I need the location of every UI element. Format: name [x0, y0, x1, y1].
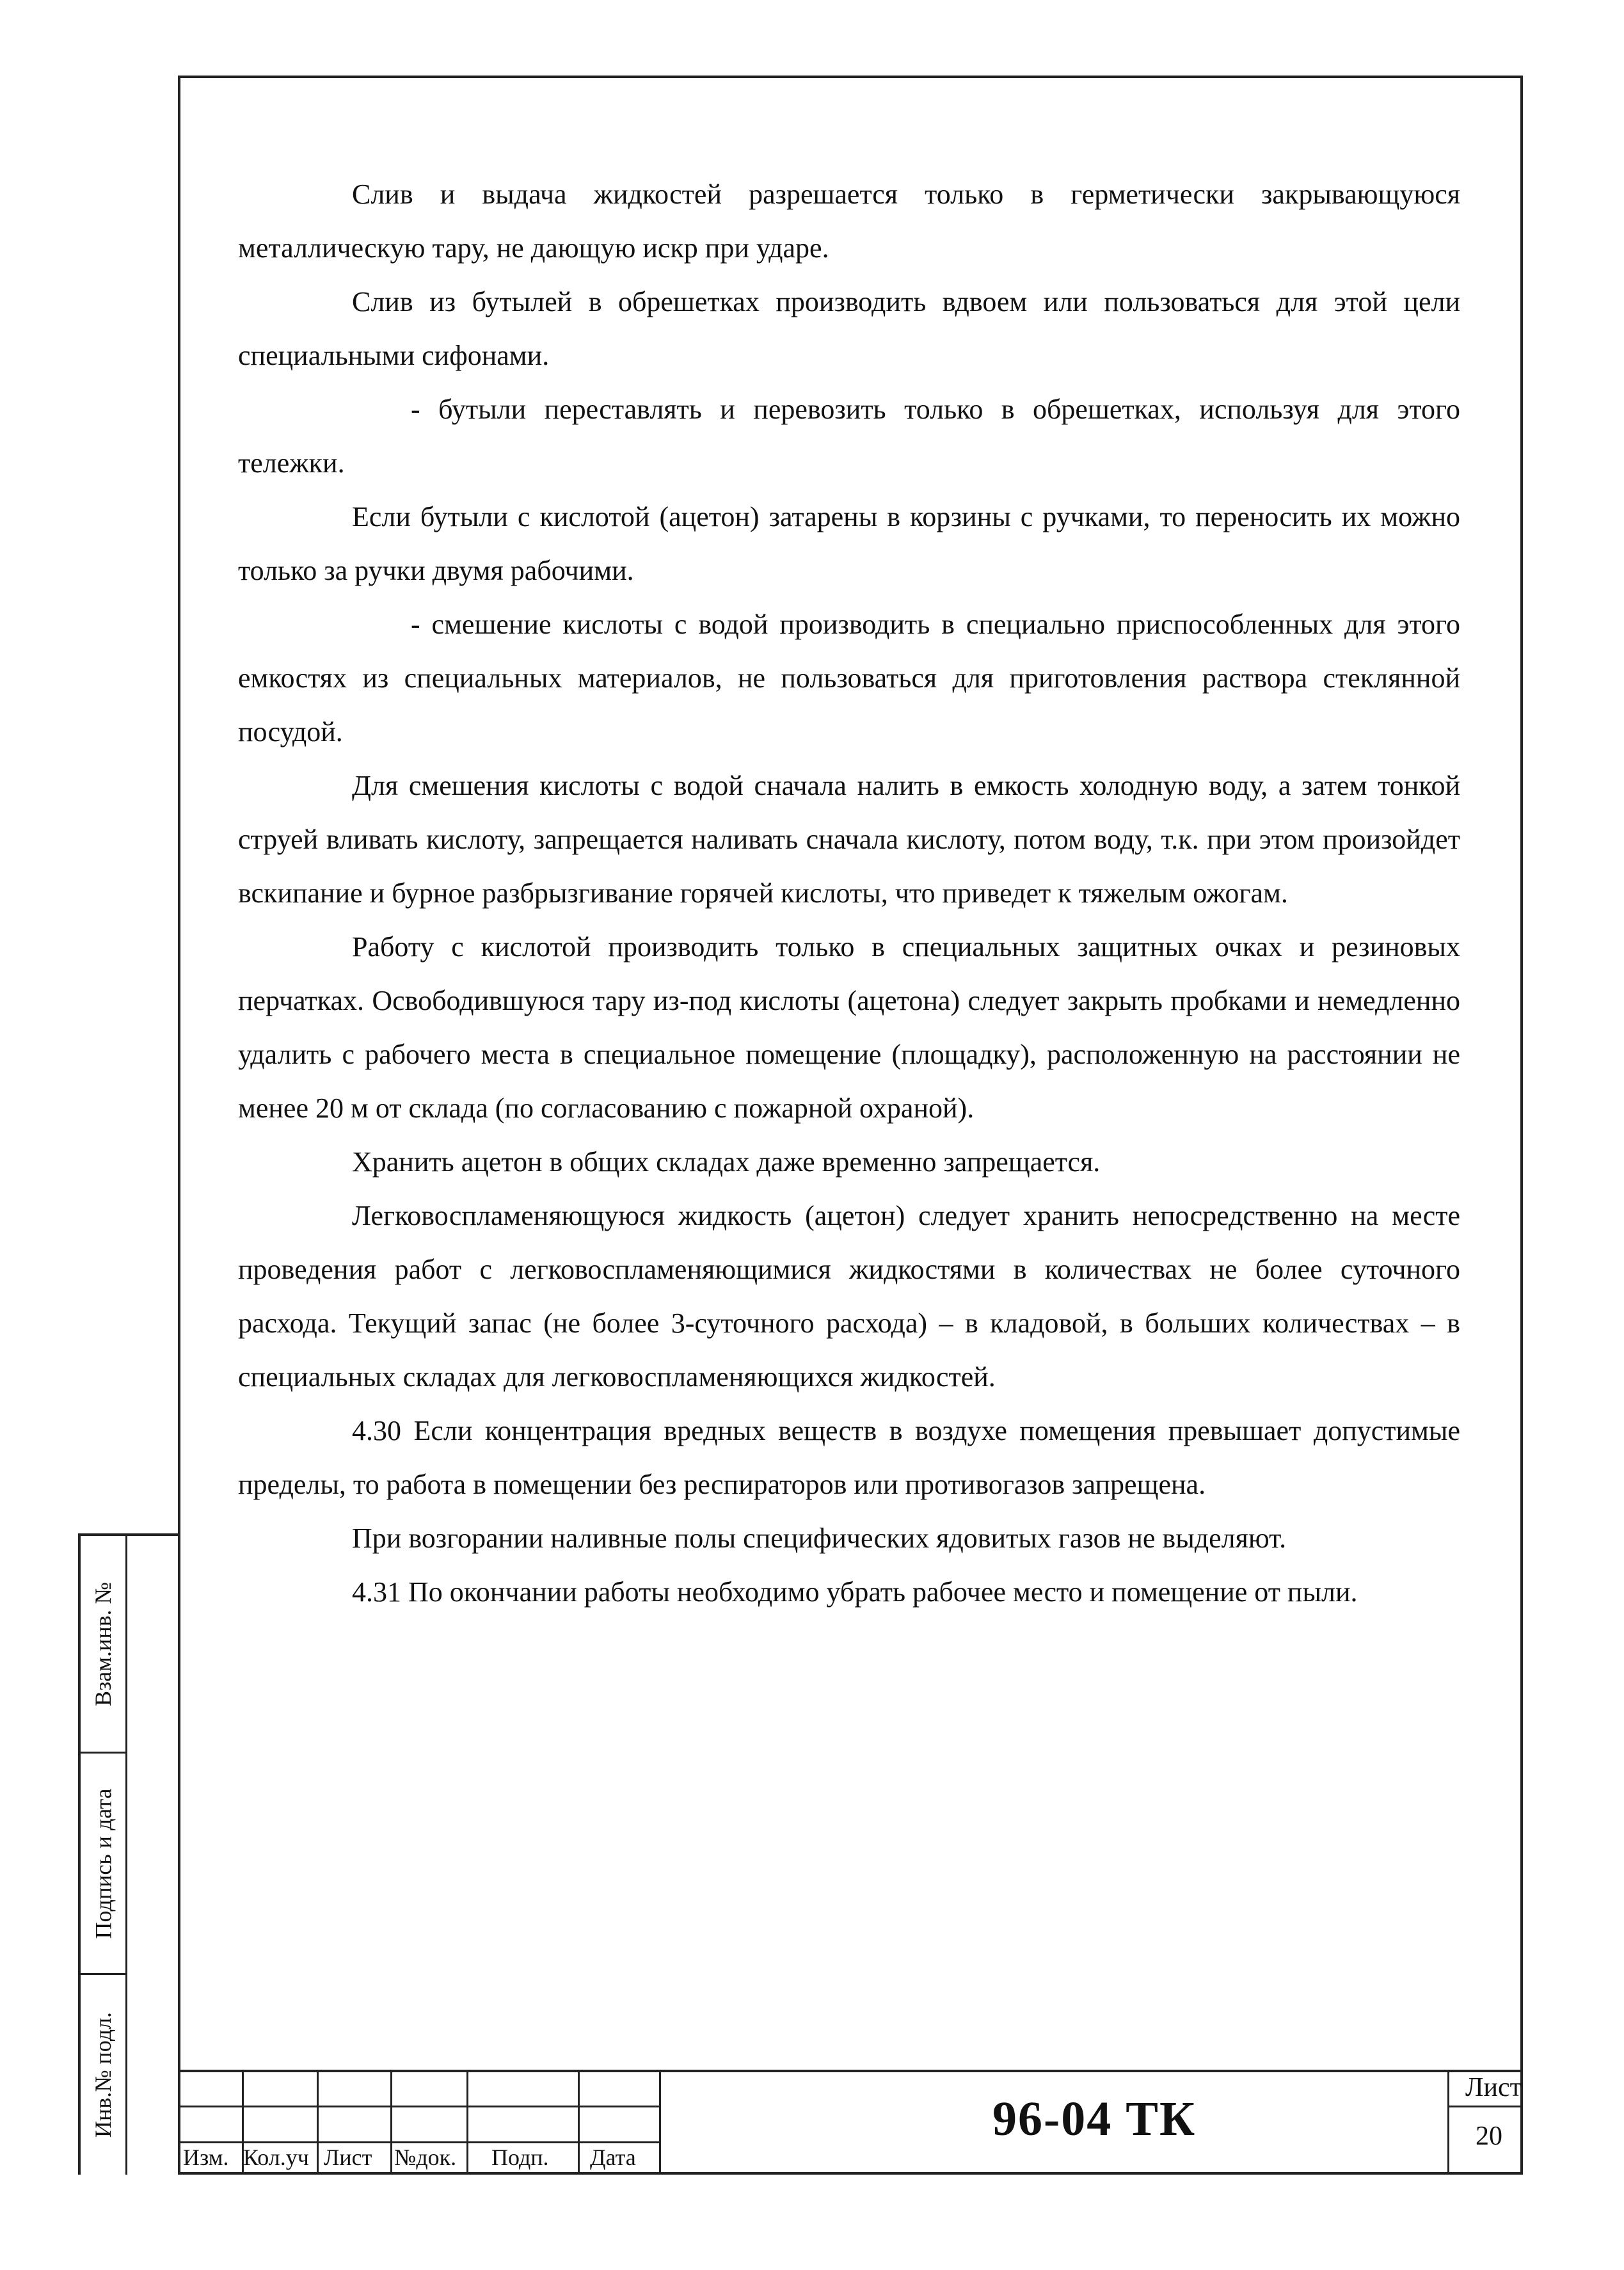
paragraph-1: Слив и выдача жидкостей разрешается только в герметически закрывающуюся металлическую тару, не дающую искр при ударе.	[238, 179, 1460, 264]
sign-date-label: Подпись и дата	[90, 1788, 116, 1938]
paragraph-9: Легковоспламеняющуюся жидкость (ацетон) следует хранить непосредственно на месте проведения работ с легковоспламеняющимися жидкостями в количествах не более суточного расхода. Текущий запас (не более 3-суточного расхода) – в кладовой, в больших количествах – в специальных складах для легковоспламеняющихся жидкостей.	[238, 1200, 1460, 1393]
stamp-col-data: Дата	[590, 2145, 636, 2170]
paragraph-8: Хранить ацетон в общих складах даже временно запрещается.	[352, 1146, 1101, 1178]
replace-inv-field	[81, 1536, 125, 1754]
side-margin-fields	[78, 1533, 178, 2175]
paragraph-4: Если бутыли с кислотой (ацетон) затарены в корзины с ручками, то переносить их можно только за ручки двумя рабочими.	[238, 501, 1460, 586]
stamp-col-list: Лист	[324, 2145, 372, 2170]
sheet-number: 20	[1476, 2122, 1502, 2151]
stamp-col-izm: Изм.	[183, 2145, 229, 2170]
document-code: 96-04 ТК	[992, 2092, 1197, 2146]
inv-orig-label: Инв.№ подл.	[90, 2011, 116, 2138]
paragraph-11: При возгорании наливные полы специфических ядовитых газов не выделяют.	[352, 1523, 1287, 1554]
paragraph-2: Слив из бутылей в обрешетках производить вдвоем или пользоваться для этой цели специальными сифонами.	[238, 286, 1460, 371]
stamp-col-ndok: №док.	[394, 2145, 457, 2170]
paragraph-3: - бутыли переставлять и перевозить только в обрешетках, используя для этого тележки.	[238, 394, 1460, 479]
stamp-col-kol: Кол.уч	[243, 2145, 309, 2170]
paragraph-10: 4.30 Если концентрация вредных веществ в воздухе помещения превышает допустимые пределы, то работа в помещении без респираторов или противогазов запрещена.	[238, 1415, 1460, 1500]
replace-inv-label: Взам.инв. №	[90, 1581, 116, 1706]
stamp-col-podp: Подп.	[491, 2145, 549, 2170]
inv-orig-field	[81, 1975, 125, 2175]
title-block	[178, 2070, 1523, 2175]
paragraph-6: Для смешения кислоты с водой сначала налить в емкость холодную воду, а затем тонкой струей вливать кислоту, запрещается наливать сначала кислоту, потом воду, т.к. при этом произойдет вскипание и бурное разбрызгивание горячей кислоты, что приведет к тяжелым ожогам.	[238, 770, 1460, 909]
paragraph-12: 4.31 По окончании работы необходимо убрать рабочее место и помещение от пыли.	[352, 1576, 1358, 1608]
document-body	[238, 168, 1460, 1619]
paragraph-5: - смешение кислоты с водой производить в специально приспособленных для этого емкостях из специальных материалов, не пользоваться для приготовления раствора стеклянной посудой.	[238, 609, 1460, 747]
paragraph-7: Работу с кислотой производить только в специальных защитных очках и резиновых перчатках. Освободившуюся тару из-под кислоты (ацетона) следует закрыть пробками и немедленно удалить с рабочего места в специальное помещение (площадку), расположенную на расстоянии не менее 20 м от склада (по согласованию с пожарной охраной).	[238, 931, 1460, 1124]
sign-date-field	[81, 1754, 125, 1975]
sheet-label: Лист	[1465, 2073, 1522, 2102]
